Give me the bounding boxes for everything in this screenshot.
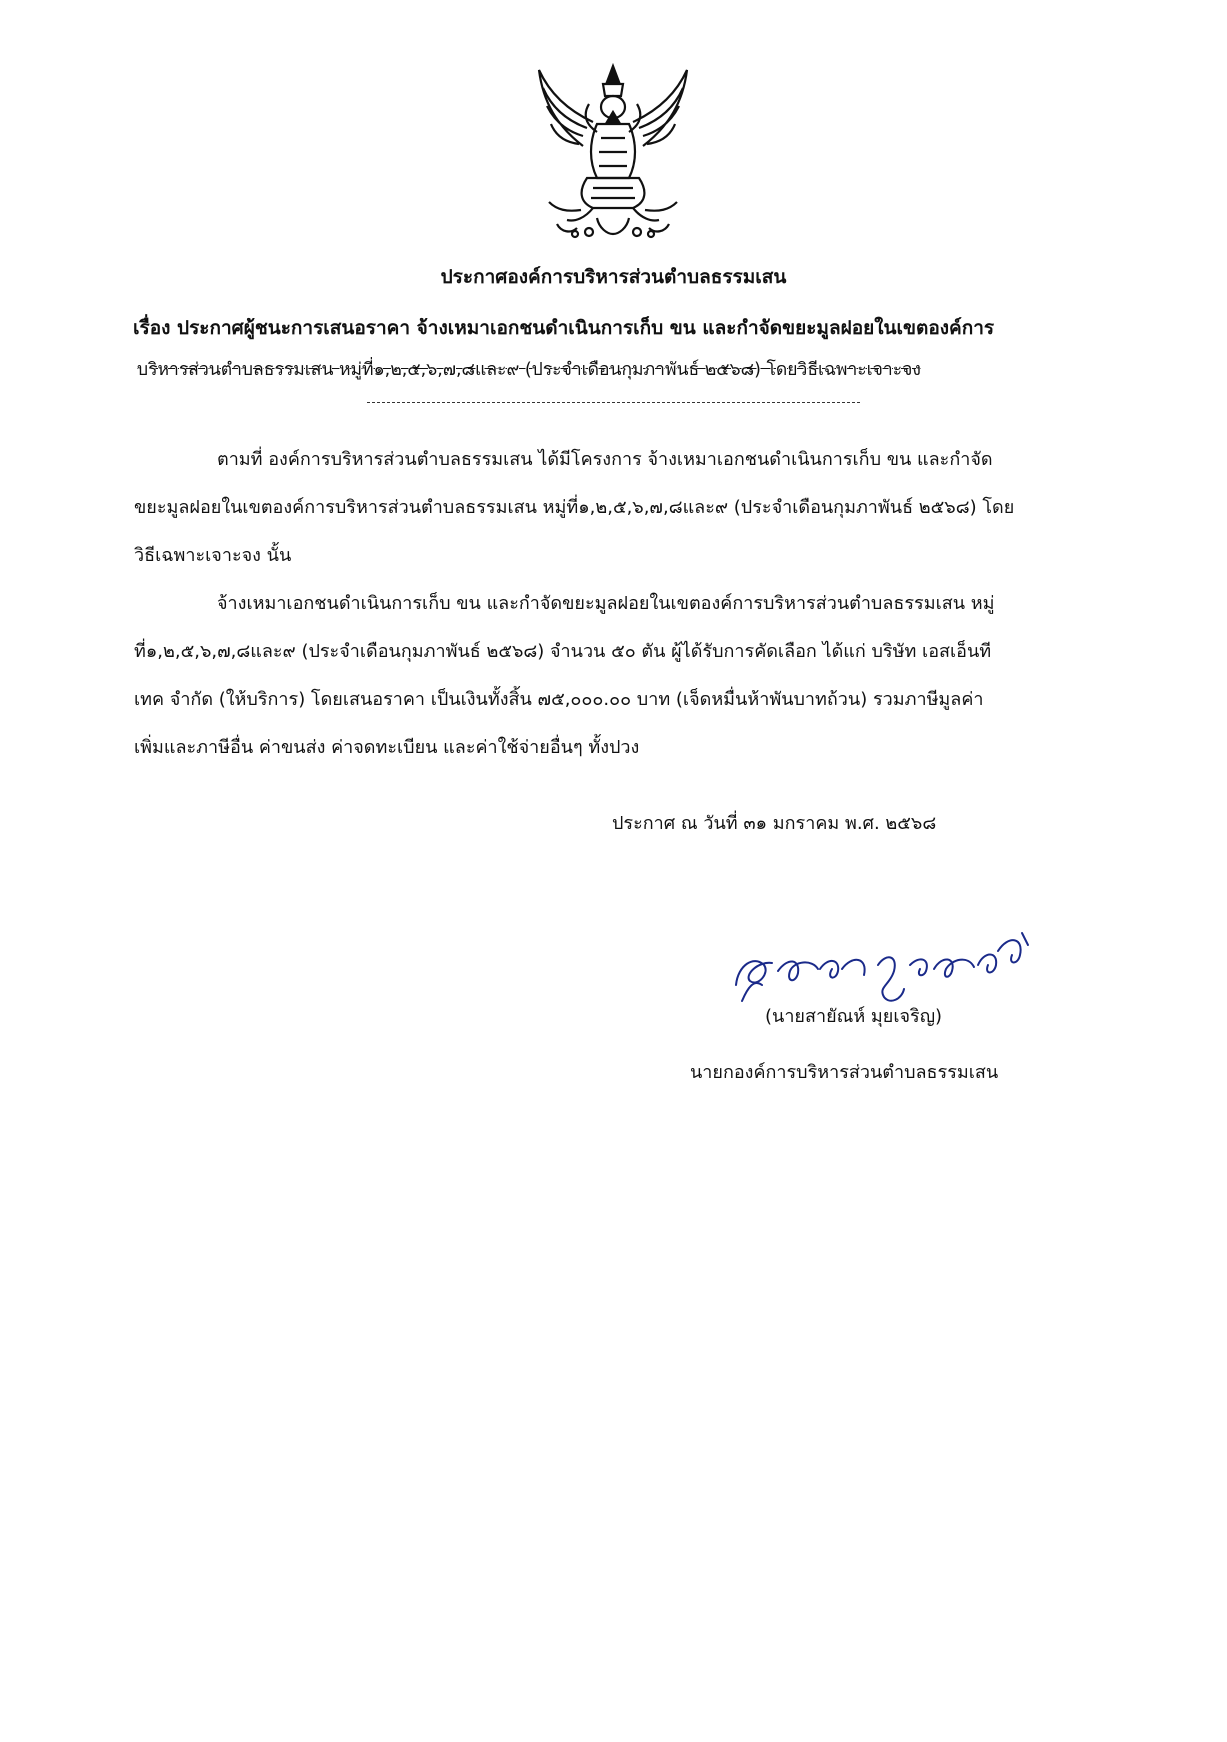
paragraph-1 bbox=[134, 436, 1114, 580]
paragraph-1-line: วิธีเฉพาะเจาะจง นั้น bbox=[134, 545, 292, 566]
paragraph-2-line: จ้างเหมาเอกชนดำเนินการเก็บ ขน และกำจัดขยะมูลฝอยในเขตองค์การบริหารส่วนตำบลธรรมเสน หมู่ bbox=[217, 593, 995, 614]
paragraph-1-line: ตามที่ องค์การบริหารส่วนตำบลธรรมเสน ได้มีโครงการ จ้างเหมาเอกชนดำเนินการเก็บ ขน และกำจัด bbox=[217, 449, 993, 470]
subject-line-2: บริหารส่วนตำบลธรรมเสน หมู่ที่๑,๒,๕,๖,๗,๘และ๙ (ประจำเดือนกุมภาพันธ์ ๒๕๖๘) โดยวิธีเฉพาะเจาะจง bbox=[137, 360, 921, 380]
signatory-title: นายกองค์การบริหารส่วนตำบลธรรมเสน bbox=[690, 1062, 999, 1083]
paragraph-2-line: เพิ่มและภาษีอื่น ค่าขนส่ง ค่าจดทะเบียน และค่าใช้จ่ายอื่นๆ ทั้งปวง bbox=[134, 737, 640, 758]
announcement-date: ประกาศ ณ วันที่ ๓๑ มกราคม พ.ศ. ๒๕๖๘ bbox=[612, 813, 937, 834]
paragraph-1-line: ขยะมูลฝอยในเขตองค์การบริหารส่วนตำบลธรรมเสน หมู่ที่๑,๒,๕,๖,๗,๘และ๙ (ประจำเดือนกุมภาพันธ์ ๒๕๖๘) โดย bbox=[134, 497, 1015, 518]
paragraph-2 bbox=[134, 580, 1114, 772]
subject-line-1: เรื่อง ประกาศผู้ชนะการเสนอราคา จ้างเหมาเอกชนดำเนินการเก็บ ขน และกำจัดขยะมูลฝอยในเขตองค์การ bbox=[133, 317, 995, 339]
handwritten-signature bbox=[728, 925, 1053, 1007]
signatory-name: (นายสายัณห์ มุยเจริญ) bbox=[765, 1006, 943, 1027]
announcement-heading: ประกาศองค์การบริหารส่วนตำบลธรรมเสน bbox=[440, 266, 787, 288]
paragraph-2-line: เทค จำกัด (ให้บริการ) โดยเสนอราคา เป็นเงินทั้งสิ้น ๗๕,๐๐๐.๐๐ บาท (เจ็ดหมื่นห้าพันบาทถ้วน) รวมภาษีมูลค่า bbox=[134, 689, 984, 710]
divider bbox=[367, 402, 860, 403]
garuda-emblem-icon bbox=[527, 62, 699, 240]
paragraph-2-line: ที่๑,๒,๕,๖,๗,๘และ๙ (ประจำเดือนกุมภาพันธ์ ๒๕๖๘) จำนวน ๕๐ ตัน ผู้ได้รับการคัดเลือก ได้แก่ บริษัท เอสเอ็นที bbox=[134, 641, 992, 662]
